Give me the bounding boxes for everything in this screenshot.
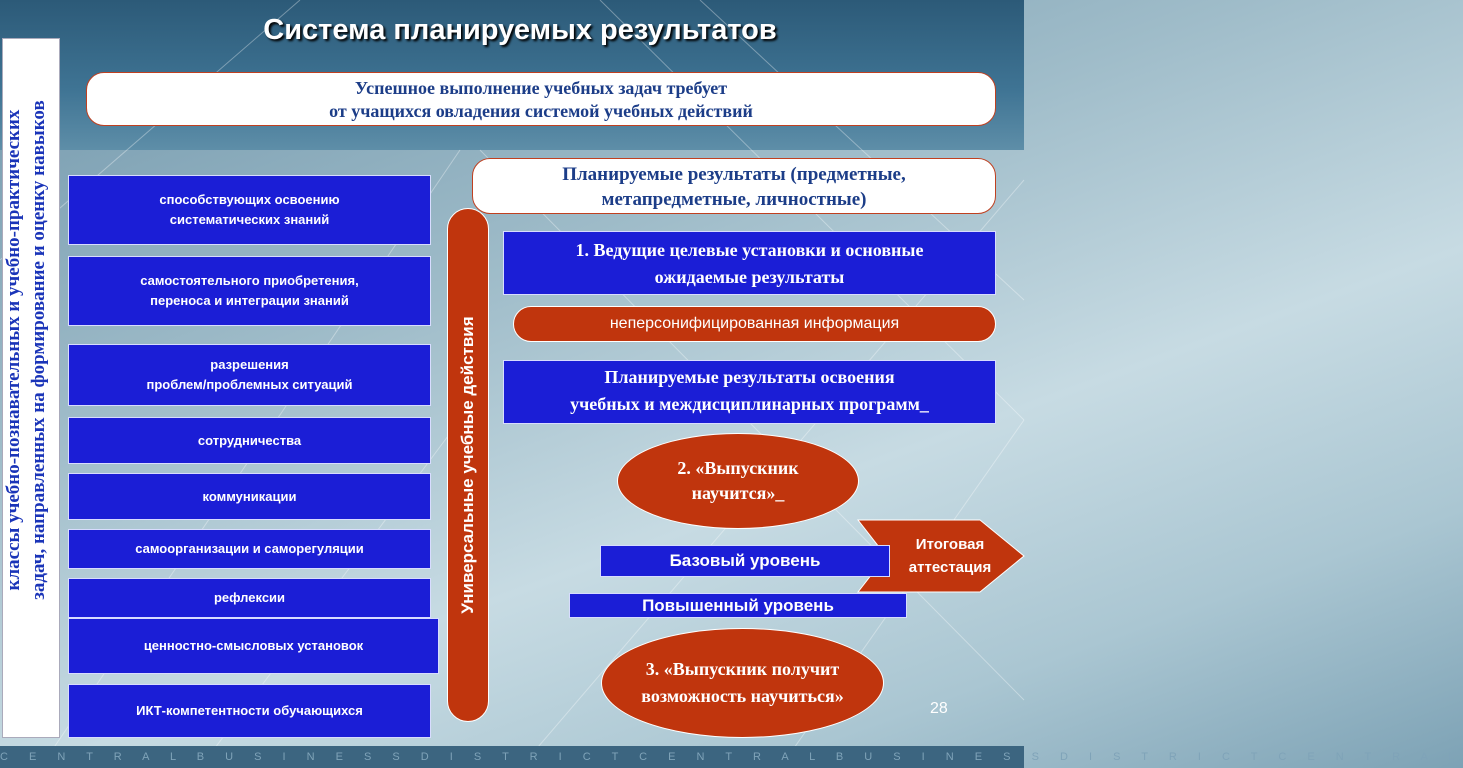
programs-line1: Планируемые результаты освоения: [604, 367, 895, 387]
skill-line1: самостоятельного приобретения,: [140, 273, 359, 288]
learner-will-oval: [617, 433, 859, 529]
learner-opportunity-oval: [601, 628, 884, 738]
top-statement-line1: Успешное выполнение учебных задач требует: [354, 78, 728, 98]
learner-opportunity-line2: возможность научиться»: [641, 686, 844, 706]
skill-line1: коммуникации: [202, 488, 297, 504]
advanced-level-box: [569, 593, 907, 618]
vertical-label-line2: задач, направленных на формирование и оценку навыков: [28, 100, 49, 600]
skill-box: [68, 578, 431, 618]
center-bar-label: Универсальные учебные действия: [458, 316, 477, 614]
skill-box: [68, 684, 431, 738]
skill-line2: переноса и интеграции знаний: [150, 293, 349, 308]
item1-line2: ожидаемые результаты: [654, 267, 845, 287]
basic-level-box: [600, 545, 890, 577]
skill-box: [68, 618, 439, 674]
nonpersonal-info-badge: [513, 306, 996, 342]
final-assessment-label: [890, 533, 1010, 579]
skill-line1: сотрудничества: [197, 432, 302, 448]
advanced-level-label: Повышенный уровень: [642, 596, 834, 615]
footer-strip: C E N T R A L B U S I N E S S D I S T R I C T C E N T R A L B U S I N E S S D I S T R I C T C E N T R A L: [0, 746, 1024, 768]
skill-box: [68, 417, 431, 464]
skill-box: [68, 473, 431, 520]
basic-level-label: Базовый уровень: [669, 551, 821, 570]
top-statement: [86, 72, 996, 126]
nonpersonal-info-text: неперсонифицированная информация: [609, 315, 900, 332]
skill-box: [68, 256, 431, 326]
final-assessment-line2: аттестация: [908, 559, 992, 576]
skill-line2: систематических знаний: [169, 212, 330, 227]
page-title: Система планируемых результатов: [263, 14, 777, 46]
page-number: 28: [930, 700, 948, 717]
vertical-label-line1: классы учебно-познавательных и учебно-практических: [3, 109, 24, 591]
skill-line1: рефлексии: [213, 590, 286, 605]
vertical-label: [1, 5, 57, 695]
item1-box: [503, 231, 996, 295]
final-assessment-line1: Итоговая: [915, 536, 985, 553]
skill-line1: способствующих освоению: [159, 192, 340, 207]
programs-box: [503, 360, 996, 424]
skill-line1: самоорганизации и саморегуляции: [135, 541, 364, 556]
learner-opportunity-line1: 3. «Выпускник получит: [645, 659, 840, 679]
planned-results-line2: метапредметные, личностные): [601, 189, 867, 210]
skill-box: [68, 175, 431, 245]
skill-line2: проблем/проблемных ситуаций: [146, 377, 353, 392]
learner-will-line2: научится»_: [691, 483, 785, 503]
skill-line1: ценностно-смысловых установок: [143, 638, 364, 653]
skill-box: [68, 344, 431, 406]
planned-results-pill: [472, 158, 996, 214]
learner-will-line1: 2. «Выпускник: [677, 458, 799, 478]
skill-line1: разрешения: [210, 357, 289, 372]
top-statement-line2: от учащихся овладения системой учебных действий: [329, 101, 753, 121]
programs-line2: учебных и междисциплинарных программ_: [570, 394, 929, 414]
planned-results-line1: Планируемые результаты (предметные,: [562, 164, 906, 185]
skill-box: [68, 529, 431, 569]
skill-line1: ИКТ-компетентности обучающихся: [136, 703, 363, 718]
item1-line1: 1. Ведущие целевые установки и основные: [575, 240, 924, 260]
